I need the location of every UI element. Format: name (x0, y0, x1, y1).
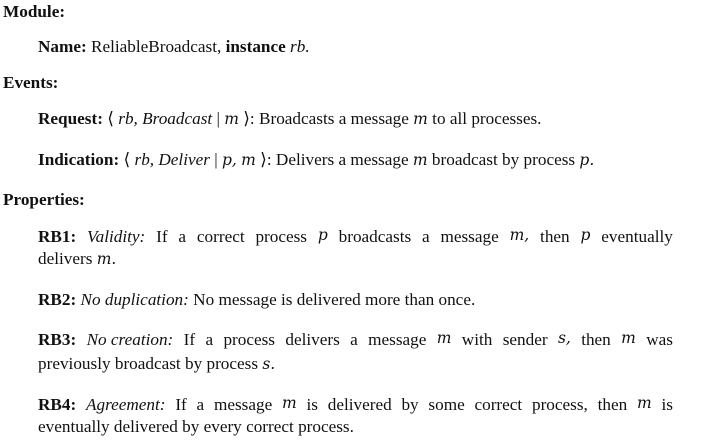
rb3-line-2-text: previously broadcast by process (38, 354, 259, 373)
rb1-line-1 (38, 228, 673, 245)
word: is (661, 395, 673, 414)
rb1-line-2 (38, 250, 116, 268)
request-event (38, 110, 541, 128)
var-m: m (636, 394, 652, 412)
rb4-line-2 (38, 418, 354, 435)
angle-open: ⟨ (123, 150, 131, 169)
word: then (581, 330, 611, 349)
rb3-name: No creation: (86, 330, 174, 349)
word: correct (196, 227, 245, 246)
word: a (196, 395, 205, 414)
word: a (350, 330, 358, 349)
rb2-line (38, 291, 475, 308)
word: process (223, 330, 275, 349)
angle-close: ⟩: (243, 109, 255, 128)
word: If (183, 330, 196, 349)
word: a (205, 330, 214, 349)
indication-var-p: p. (579, 151, 595, 169)
rb1-name: Validity: (87, 227, 146, 246)
word: some (428, 395, 465, 414)
rb2-text: No message is delivered more than once. (193, 290, 476, 309)
word: message (440, 227, 499, 246)
rb4-label: RB4: (38, 395, 77, 414)
rb3-label: RB3: (38, 330, 77, 349)
word: then (540, 227, 570, 246)
word: correct (474, 395, 523, 414)
var-m: m. (96, 250, 117, 268)
word: delivers (285, 330, 340, 349)
request-var: m (413, 110, 428, 128)
name-label: Name: (38, 37, 87, 56)
indication-param-p: p, (221, 151, 237, 169)
instance-label: instance (225, 37, 286, 56)
request-text-2: to all processes. (432, 109, 542, 128)
properties-heading: Properties: (3, 190, 85, 209)
var-m: m, (509, 226, 530, 244)
word: a (422, 227, 430, 246)
separator: | (214, 150, 218, 169)
indication-param-m: m (241, 151, 256, 169)
word: then (597, 395, 628, 414)
indication-label: Indication: (38, 150, 120, 169)
separator: | (216, 109, 220, 128)
module-name-line (38, 38, 310, 55)
module-heading: Module: (3, 2, 66, 21)
var-s: s, (557, 329, 571, 347)
word: If (175, 395, 187, 414)
rb3-line-2 (38, 355, 275, 373)
var-p: p (317, 226, 328, 244)
indication-text-2: broadcast by process (431, 150, 576, 169)
word: eventually (601, 227, 673, 246)
request-param: m (224, 110, 239, 128)
request-text-1: Broadcasts a message (259, 109, 409, 128)
var-s: s. (262, 355, 276, 373)
word: a (178, 227, 187, 246)
rb2-label: RB2: (38, 290, 77, 309)
word: process (255, 227, 307, 246)
word: with (461, 330, 493, 349)
indication-event (38, 151, 594, 169)
request-event-name: Broadcast (142, 109, 213, 128)
rb4-name: Agreement: (85, 395, 166, 414)
word: process, (531, 395, 588, 414)
word: message (368, 330, 427, 349)
rb3-line-1 (38, 331, 673, 348)
module-name-value: ReliableBroadcast, (90, 37, 222, 56)
word: message (213, 395, 273, 414)
rb2-name: No duplication: (80, 290, 189, 309)
rb1-label: RB1: (38, 227, 77, 246)
word: broadcasts (338, 227, 412, 246)
request-label: Request: (38, 109, 103, 128)
indication-instance: rb, (134, 150, 155, 169)
var-m: m (281, 394, 297, 412)
angle-close: ⟩: (260, 150, 272, 169)
indication-text-1: Delivers a message (275, 150, 409, 169)
instance-value: rb. (290, 37, 310, 56)
indication-event-name: Deliver (158, 150, 210, 169)
word: delivered (327, 395, 392, 414)
indication-var-m: m (412, 151, 428, 169)
word: was (646, 330, 673, 349)
var-m: m (436, 329, 452, 347)
rb4-line-2-text: eventually delivered by every correct process. (38, 417, 354, 436)
var-m: m (621, 329, 636, 347)
var-p: p (580, 226, 591, 244)
word: by (401, 395, 419, 414)
word: If (156, 227, 168, 246)
request-instance: rb, (118, 109, 138, 128)
rb1-line-2-text: delivers (38, 249, 93, 268)
word: sender (502, 330, 548, 349)
word: is (306, 395, 318, 414)
events-heading: Events: (3, 73, 59, 92)
angle-open: ⟨ (107, 109, 114, 128)
rb4-line-1 (38, 396, 673, 413)
